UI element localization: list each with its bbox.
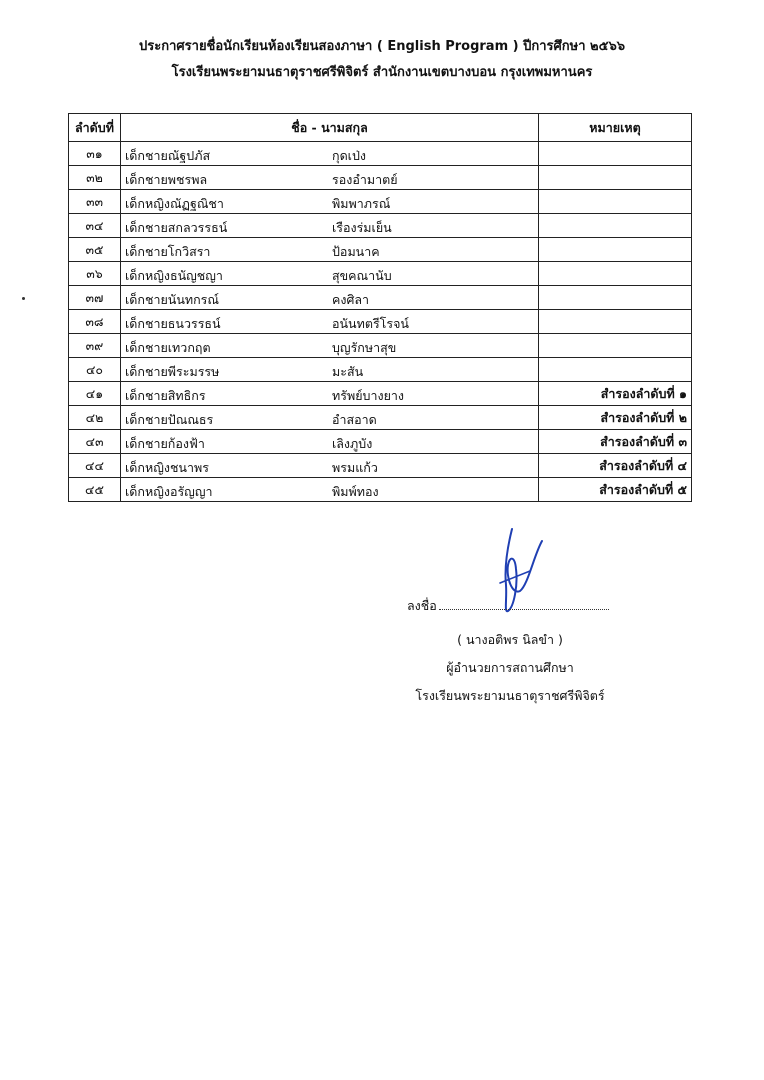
last-name: คงศิลา (332, 292, 370, 307)
row-note: สำรองลำดับที่ ๔ (539, 454, 692, 478)
signer-school: โรงเรียนพระยามนธาตุราชศรีพิจิตร์ (415, 688, 605, 703)
header-no: ลำดับที่ (69, 114, 121, 142)
row-name-cell (121, 262, 539, 286)
row-note (539, 286, 692, 310)
row-name-cell (121, 406, 539, 430)
row-name-cell (121, 358, 539, 382)
row-name-cell (121, 478, 539, 502)
row-name-cell (121, 430, 539, 454)
row-number: ๓๘ (69, 310, 121, 334)
row-number: ๔๕ (69, 478, 121, 502)
row-note (539, 238, 692, 262)
row-name-cell (121, 334, 539, 358)
row-name-cell (121, 310, 539, 334)
student-table (68, 113, 692, 502)
row-number: ๓๔ (69, 214, 121, 238)
sign-label: ลงชื่อ (407, 598, 437, 613)
table-row (69, 454, 692, 478)
last-name: พิมพ์ทอง (332, 484, 379, 499)
row-name-cell (121, 166, 539, 190)
first-name: เด็กชายเทวกฤต (125, 340, 211, 355)
row-number: ๓๙ (69, 334, 121, 358)
first-name: เด็กหญิงอรัญญา (125, 484, 213, 499)
table-row (69, 430, 692, 454)
row-note (539, 190, 692, 214)
table-header-row (69, 114, 692, 142)
last-name: พิมพาภรณ์ (332, 196, 391, 211)
row-number: ๔๔ (69, 454, 121, 478)
row-note (539, 310, 692, 334)
row-number: ๓๓ (69, 190, 121, 214)
scan-speck (22, 297, 25, 300)
first-name: เด็กชายพีระมรรษ (125, 364, 220, 379)
last-name: สุขคณานับ (332, 268, 392, 283)
last-name: ทรัพย์บางยาง (332, 388, 405, 403)
table-row (69, 262, 692, 286)
table-row (69, 190, 692, 214)
row-number: ๓๒ (69, 166, 121, 190)
row-note (539, 166, 692, 190)
first-name: เด็กชายนันทกรณ์ (125, 292, 219, 307)
table-row (69, 382, 692, 406)
row-name-cell (121, 142, 539, 166)
first-name: เด็กชายณัฐปภัส (125, 148, 211, 163)
row-number: ๔๑ (69, 382, 121, 406)
first-name: เด็กชายสิทธิกร (125, 388, 206, 403)
row-note: สำรองลำดับที่ ๕ (539, 478, 692, 502)
table-row (69, 286, 692, 310)
last-name: เรืองร่มเย็น (332, 220, 392, 235)
row-name-cell (121, 190, 539, 214)
last-name: มะสัน (332, 364, 364, 379)
first-name: เด็กชายก้องฟ้า (125, 436, 205, 451)
table-row (69, 406, 692, 430)
row-note: สำรองลำดับที่ ๑ (539, 382, 692, 406)
table-row (69, 166, 692, 190)
row-note (539, 262, 692, 286)
table-row (69, 310, 692, 334)
last-name: เลิงภูบัง (332, 436, 373, 451)
header-school: โรงเรียนพระยามนธาตุราชศรีพิจิตร์ สำนักงานเขตบางบอน กรุงเทพมหานคร (171, 65, 593, 80)
header-title: ประกาศรายชื่อนักเรียนห้องเรียนสองภาษา ( English Program ) ปีการศึกษา ๒๕๖๖ (139, 39, 625, 54)
first-name: เด็กหญิงชนาพร (125, 460, 209, 475)
last-name: อนันทตรีโรจน์ (332, 316, 409, 331)
document-header (0, 34, 764, 86)
row-number: ๓๖ (69, 262, 121, 286)
row-number: ๔๐ (69, 358, 121, 382)
header-note: หมายเหตุ (539, 114, 692, 142)
signer-name: ( นางอติพร นิลขำ ) (457, 632, 563, 647)
row-number: ๓๕ (69, 238, 121, 262)
table-body (69, 142, 692, 502)
row-note (539, 142, 692, 166)
row-note (539, 214, 692, 238)
last-name: บุญรักษาสุข (332, 340, 397, 355)
row-note: สำรองลำดับที่ ๒ (539, 406, 692, 430)
row-number: ๔๓ (69, 430, 121, 454)
signer-position: ผู้อำนวยการสถานศึกษา (446, 660, 574, 675)
first-name: เด็กชายพชรพล (125, 172, 208, 187)
first-name: เด็กหญิงณัฏฐณิชา (125, 196, 224, 211)
row-name-cell (121, 214, 539, 238)
row-note (539, 334, 692, 358)
table-row (69, 214, 692, 238)
row-note: สำรองลำดับที่ ๓ (539, 430, 692, 454)
row-number: ๔๒ (69, 406, 121, 430)
row-name-cell (121, 238, 539, 262)
last-name: กุดเป่ง (332, 148, 366, 163)
first-name: เด็กชายปัณณธร (125, 412, 214, 427)
table-row (69, 238, 692, 262)
row-number: ๓๑ (69, 142, 121, 166)
first-name: เด็กชายสกลวรรธน์ (125, 220, 228, 235)
table-row (69, 358, 692, 382)
last-name: อำสอาด (332, 412, 377, 427)
row-name-cell (121, 454, 539, 478)
header-name: ชื่อ - นามสกุล (121, 114, 539, 142)
last-name: รองอำมาตย์ (332, 172, 398, 187)
first-name: เด็กชายโกวิสรา (125, 244, 211, 259)
table-row (69, 478, 692, 502)
first-name: เด็กชายธนวรรธน์ (125, 316, 221, 331)
last-name: พรมแก้ว (332, 460, 378, 475)
row-note (539, 358, 692, 382)
signature-dotted-line (439, 597, 609, 610)
row-number: ๓๗ (69, 286, 121, 310)
table-row (69, 142, 692, 166)
first-name: เด็กหญิงธนัญชญา (125, 268, 223, 283)
row-name-cell (121, 382, 539, 406)
table-row (69, 334, 692, 358)
row-name-cell (121, 286, 539, 310)
last-name: ป้อมนาค (332, 244, 380, 259)
